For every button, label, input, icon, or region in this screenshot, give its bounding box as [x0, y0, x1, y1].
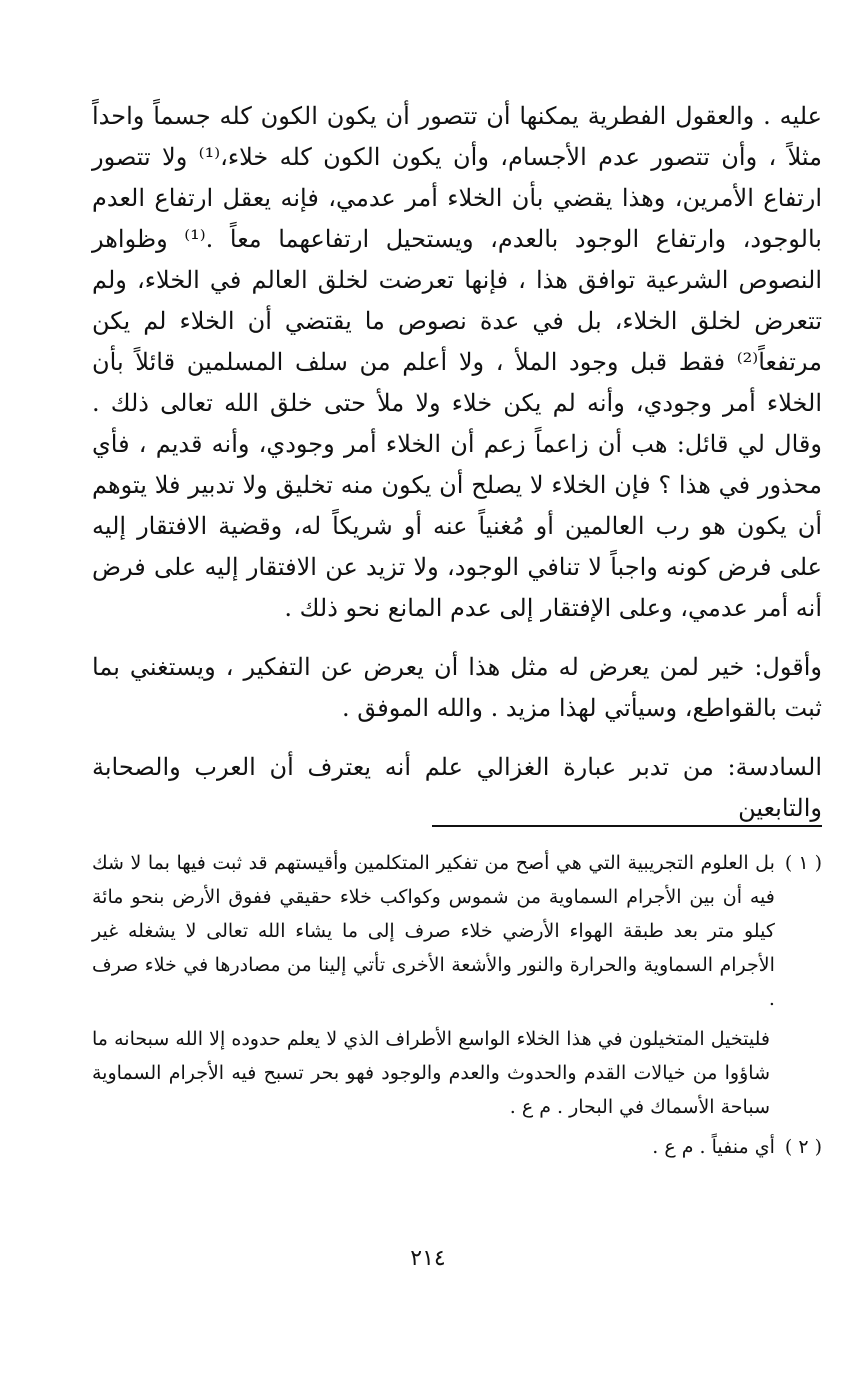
- footnote-2-text: أي منفياً . م ع .: [652, 1136, 775, 1158]
- footnote-1-marker: ( ١ ): [784, 852, 822, 874]
- footnote-separator: [432, 825, 822, 827]
- footnote-1-continuation: فليتخيل المتخيلون في هذا الخلاء الواسع الأطراف الذي لا يعلم حدوده إلا الله سبحانه ما شاؤوا من خيالات القدم والحدوث والعدم والوجود فهو بحر تسبح فيه الأجرام السماوية سباحة الأسماك في البحار . م ع .: [92, 1028, 770, 1118]
- footnote-1: [92, 846, 822, 1016]
- paragraph-2: وأقول: خير لمن يعرض له مثل هذا أن يعرض عن التفكير ، ويستغني بما ثبت بالقواطع، وسيأتي لهذا مزيد . والله الموفق .: [92, 653, 822, 722]
- main-text: [92, 96, 822, 829]
- footnote-2-marker: ( ٢ ): [784, 1136, 822, 1158]
- paragraph-1: عليه . والعقول الفطرية يمكنها أن تتصور أن يكون الكون كله جسماً واحداً مثلاً ، وأن تتصور عدم الأجسام، وأن يكون الكون كله خلاء،⁽¹⁾ ولا تتصور ارتفاع الأمرين، وهذا يقضي بأن الخلاء أمر عدمي، فإنه يعقل ارتفاع العدم بالوجود، وارتفاع الوجود بالعدم، ويستحيل ارتفاعهما معاً .⁽¹⁾ وظواهر النصوص الشرعية توافق هذا ، فإنها تعرضت لخلق العالم في الخلاء، ولم تتعرض لخلق الخلاء، بل في عدة نصوص ما يقتضي أن الخلاء لم يكن مرتفعاً⁽²⁾ فقط قبل وجود الملأ ، ولا أعلم من سلف المسلمين قائلاً بأن الخلاء أمر وجودي، وأنه لم يكن خلاء ولا ملأ حتى خلق الله تعالى ذلك . وقال لي قائل: هب أن زاعماً زعم أن الخلاء أمر وجودي، وأنه قديم ، فأي محذور في هذا ؟ فإن الخلاء لا يصلح أن يكون منه تخليق ولا تدبير فلا يتوهم أن يكون هو رب العالمين أو مُغنياً عنه أو شريكاً له، وقضية الافتقار إليه على فرض كونه واجباً لا تنافي الوجود، ولا تزيد عن الافتقار إليه على فرض أنه أمر عدمي، وعلى الإفتقار إلى عدم المانع نحو ذلك .: [92, 102, 822, 622]
- paragraph-3: السادسة: من تدبر عبارة الغزالي علم أنه يعترف أن العرب والصحابة والتابعين: [92, 753, 822, 822]
- footnote-2: [92, 1130, 822, 1164]
- footnotes: [92, 846, 822, 1170]
- page-number: ٢١٤: [410, 1246, 446, 1271]
- footnote-1-text: بل العلوم التجريبية التي هي أصح من تفكير المتكلمين وأقيستهم قد ثبت فيها بما لا شك فيه أن بين الأجرام السماوية من شموس وكواكب خلاء حقيقي ففوق الأرض بنحو مائة كيلو متر بعد طبقة الهواء الأرضي خلاء صرف إلى ما يشاء الله تعالى لا يشغله غير الأجرام السماوية والحرارة والنور والأشعة الأخرى تأتي إلينا من مصادرها في خلاء صرف .: [92, 852, 775, 1010]
